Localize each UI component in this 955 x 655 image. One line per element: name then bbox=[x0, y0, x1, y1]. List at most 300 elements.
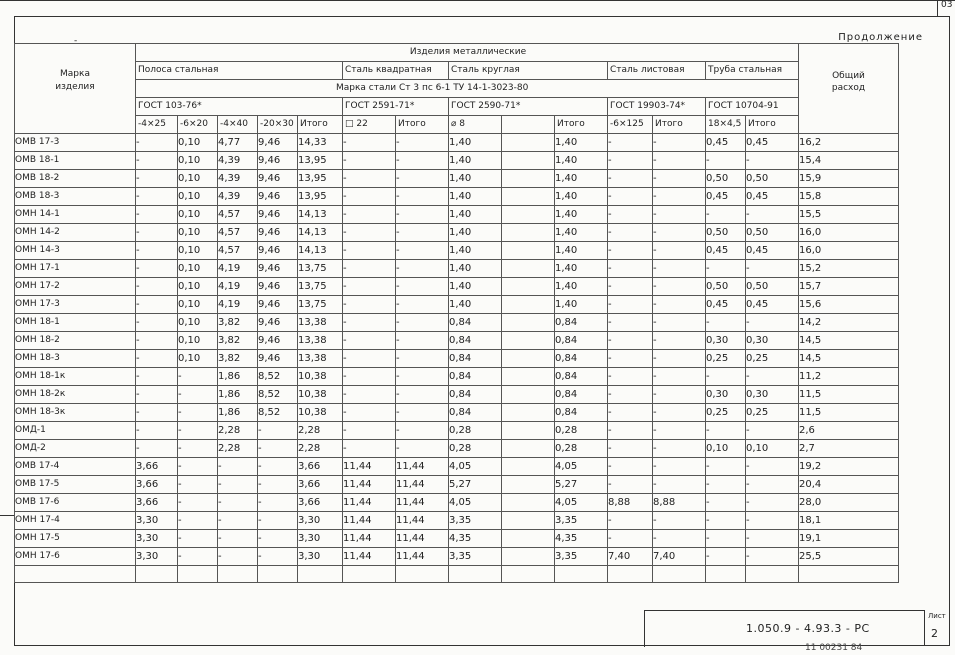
value-cell bbox=[502, 260, 555, 278]
value-cell: 9,46 bbox=[258, 242, 298, 260]
value-cell: - bbox=[706, 512, 746, 530]
table-row bbox=[15, 512, 899, 530]
value-cell: - bbox=[178, 476, 218, 494]
value-cell: 0,10 bbox=[178, 206, 218, 224]
value-cell: 4,35 bbox=[555, 530, 608, 548]
value-cell: 13,38 bbox=[298, 350, 343, 368]
value-cell: 0,84 bbox=[449, 314, 502, 332]
value-cell: 0,10 bbox=[706, 440, 746, 458]
value-cell: 3,82 bbox=[218, 332, 258, 350]
value-cell: 4,39 bbox=[218, 170, 258, 188]
value-cell: 1,40 bbox=[449, 296, 502, 314]
value-cell: - bbox=[136, 296, 178, 314]
value-cell: 4,05 bbox=[449, 458, 502, 476]
value-cell: 4,19 bbox=[218, 278, 258, 296]
value-cell: - bbox=[136, 224, 178, 242]
value-cell: - bbox=[608, 512, 653, 530]
total-consumption-cell: 16,0 bbox=[799, 224, 899, 242]
value-cell: - bbox=[706, 548, 746, 566]
value-cell: - bbox=[746, 422, 799, 440]
value-cell: 9,46 bbox=[258, 134, 298, 152]
value-cell: 3,30 bbox=[136, 512, 178, 530]
total-consumption-cell: 15,2 bbox=[799, 260, 899, 278]
value-cell: 13,38 bbox=[298, 314, 343, 332]
empty-row bbox=[15, 566, 899, 583]
value-cell: - bbox=[706, 422, 746, 440]
value-cell: - bbox=[136, 152, 178, 170]
value-cell: - bbox=[608, 188, 653, 206]
value-cell: 0,30 bbox=[706, 386, 746, 404]
value-cell: 0,84 bbox=[449, 368, 502, 386]
value-cell: - bbox=[178, 386, 218, 404]
item-mark: ОМН 18-3 bbox=[15, 350, 136, 368]
value-cell: 4,05 bbox=[555, 494, 608, 512]
value-cell: - bbox=[608, 314, 653, 332]
item-mark: ОМН 17-4 bbox=[15, 512, 136, 530]
value-cell: - bbox=[746, 206, 799, 224]
value-cell: 0,10 bbox=[178, 170, 218, 188]
value-cell: - bbox=[396, 404, 449, 422]
value-cell: 3,35 bbox=[449, 548, 502, 566]
value-cell: 7,40 bbox=[608, 548, 653, 566]
total-consumption-cell: 15,7 bbox=[799, 278, 899, 296]
table-row bbox=[15, 548, 899, 566]
top-border-line bbox=[0, 0, 955, 2]
value-cell bbox=[502, 134, 555, 152]
header-strip: Полоса стальная bbox=[136, 62, 343, 80]
value-cell: - bbox=[706, 152, 746, 170]
item-mark: ОМН 14-2 bbox=[15, 224, 136, 242]
total-consumption-cell: 2,6 bbox=[799, 422, 899, 440]
value-cell: - bbox=[343, 206, 396, 224]
total-consumption-cell: 11,2 bbox=[799, 368, 899, 386]
total-consumption-cell: 25,5 bbox=[799, 548, 899, 566]
header-total-cell bbox=[799, 44, 899, 134]
value-cell: - bbox=[396, 260, 449, 278]
value-cell: 0,28 bbox=[449, 440, 502, 458]
value-cell: - bbox=[136, 386, 178, 404]
header-subcolumn: Итого bbox=[555, 116, 608, 134]
value-cell bbox=[502, 224, 555, 242]
value-cell: - bbox=[608, 404, 653, 422]
value-cell: - bbox=[608, 458, 653, 476]
value-cell: 5,27 bbox=[555, 476, 608, 494]
value-cell: 10,38 bbox=[298, 404, 343, 422]
value-cell: 0,10 bbox=[178, 134, 218, 152]
item-mark: ОМН 14-3 bbox=[15, 242, 136, 260]
table-row bbox=[15, 224, 899, 242]
empty-cell bbox=[502, 566, 555, 583]
value-cell: - bbox=[343, 314, 396, 332]
value-cell: - bbox=[653, 134, 706, 152]
value-cell: 0,84 bbox=[555, 368, 608, 386]
value-cell: 11,44 bbox=[396, 548, 449, 566]
value-cell: - bbox=[396, 296, 449, 314]
value-cell: - bbox=[706, 368, 746, 386]
value-cell: 1,40 bbox=[449, 242, 502, 260]
value-cell bbox=[502, 188, 555, 206]
value-cell: 7,40 bbox=[653, 548, 706, 566]
value-cell: 0,50 bbox=[706, 170, 746, 188]
value-cell: 9,46 bbox=[258, 188, 298, 206]
value-cell bbox=[502, 350, 555, 368]
table-row bbox=[15, 476, 899, 494]
value-cell: 1,40 bbox=[555, 296, 608, 314]
empty-cell bbox=[653, 566, 706, 583]
edge-number: 03 bbox=[941, 0, 953, 10]
value-cell: 0,84 bbox=[555, 386, 608, 404]
value-cell: 0,45 bbox=[706, 134, 746, 152]
value-cell: - bbox=[178, 440, 218, 458]
value-cell: 1,40 bbox=[449, 170, 502, 188]
value-cell bbox=[502, 332, 555, 350]
table-row bbox=[15, 494, 899, 512]
value-cell: 0,10 bbox=[178, 242, 218, 260]
edge-tick bbox=[937, 0, 938, 16]
value-cell: 0,84 bbox=[449, 404, 502, 422]
item-mark: ОМН 18-2 bbox=[15, 332, 136, 350]
value-cell: - bbox=[653, 242, 706, 260]
value-cell: 0,45 bbox=[706, 188, 746, 206]
table-row bbox=[15, 314, 899, 332]
value-cell: 8,52 bbox=[258, 386, 298, 404]
header-gost-round: ГОСТ 2590-71* bbox=[449, 98, 608, 116]
value-cell: 0,84 bbox=[555, 314, 608, 332]
header-items-title: Изделия металлические bbox=[136, 44, 799, 62]
header-pipe: Труба стальная bbox=[706, 62, 799, 80]
value-cell: - bbox=[178, 548, 218, 566]
value-cell: 11,44 bbox=[343, 476, 396, 494]
value-cell: 0,50 bbox=[746, 170, 799, 188]
value-cell bbox=[502, 476, 555, 494]
value-cell: - bbox=[653, 224, 706, 242]
value-cell: - bbox=[218, 512, 258, 530]
total-consumption-cell: 15,8 bbox=[799, 188, 899, 206]
value-cell: - bbox=[258, 422, 298, 440]
empty-cell bbox=[178, 566, 218, 583]
value-cell: 13,38 bbox=[298, 332, 343, 350]
total-consumption-cell: 15,9 bbox=[799, 170, 899, 188]
value-cell: 0,50 bbox=[746, 278, 799, 296]
value-cell: - bbox=[258, 440, 298, 458]
value-cell: 0,84 bbox=[555, 332, 608, 350]
header-total-line1: Общий bbox=[832, 71, 865, 81]
empty-cell bbox=[799, 566, 899, 583]
item-mark: ОМН 18-3к bbox=[15, 404, 136, 422]
value-cell: - bbox=[746, 260, 799, 278]
table-row bbox=[15, 188, 899, 206]
total-consumption-cell: 19,1 bbox=[799, 530, 899, 548]
value-cell: - bbox=[178, 512, 218, 530]
value-cell: - bbox=[396, 368, 449, 386]
value-cell: - bbox=[608, 170, 653, 188]
value-cell: - bbox=[608, 224, 653, 242]
header-total-line2: расход bbox=[831, 83, 866, 93]
value-cell: - bbox=[706, 476, 746, 494]
value-cell: 13,75 bbox=[298, 296, 343, 314]
empty-cell bbox=[218, 566, 258, 583]
header-subcolumn: -4×25 bbox=[136, 116, 178, 134]
value-cell: - bbox=[396, 314, 449, 332]
header-subcolumn: □ 22 bbox=[343, 116, 396, 134]
value-cell: - bbox=[343, 350, 396, 368]
value-cell: 13,95 bbox=[298, 188, 343, 206]
value-cell: 13,95 bbox=[298, 170, 343, 188]
value-cell: 2,28 bbox=[218, 422, 258, 440]
table-row bbox=[15, 458, 899, 476]
value-cell: 0,50 bbox=[706, 224, 746, 242]
value-cell: 9,46 bbox=[258, 224, 298, 242]
value-cell: 10,38 bbox=[298, 368, 343, 386]
value-cell: 14,13 bbox=[298, 206, 343, 224]
value-cell: - bbox=[653, 458, 706, 476]
bottom-note: 11 00231 84 bbox=[805, 643, 863, 653]
value-cell: - bbox=[343, 188, 396, 206]
value-cell: - bbox=[608, 134, 653, 152]
value-cell: - bbox=[653, 152, 706, 170]
value-cell: 14,13 bbox=[298, 242, 343, 260]
value-cell: - bbox=[136, 134, 178, 152]
value-cell: 9,46 bbox=[258, 350, 298, 368]
value-cell bbox=[502, 278, 555, 296]
empty-cell bbox=[343, 566, 396, 583]
table-row bbox=[15, 206, 899, 224]
value-cell: 3,30 bbox=[298, 530, 343, 548]
sheet-label: Лист bbox=[928, 612, 946, 620]
value-cell: 3,82 bbox=[218, 314, 258, 332]
value-cell: 11,44 bbox=[343, 458, 396, 476]
value-cell: - bbox=[396, 206, 449, 224]
value-cell: - bbox=[258, 530, 298, 548]
value-cell: 0,10 bbox=[746, 440, 799, 458]
value-cell: 1,40 bbox=[555, 260, 608, 278]
table-row bbox=[15, 134, 899, 152]
value-cell: - bbox=[396, 152, 449, 170]
value-cell: 4,39 bbox=[218, 188, 258, 206]
value-cell: - bbox=[653, 422, 706, 440]
value-cell bbox=[502, 422, 555, 440]
value-cell: - bbox=[136, 368, 178, 386]
header-subcolumn bbox=[502, 116, 555, 134]
value-cell: - bbox=[218, 548, 258, 566]
total-consumption-cell: 15,5 bbox=[799, 206, 899, 224]
value-cell: 10,38 bbox=[298, 386, 343, 404]
value-cell: - bbox=[343, 170, 396, 188]
value-cell: - bbox=[136, 188, 178, 206]
value-cell: 4,39 bbox=[218, 152, 258, 170]
value-cell: 0,10 bbox=[178, 260, 218, 278]
value-cell: 0,30 bbox=[746, 332, 799, 350]
value-cell: 1,40 bbox=[555, 188, 608, 206]
value-cell: 0,10 bbox=[178, 152, 218, 170]
total-consumption-cell: 11,5 bbox=[799, 404, 899, 422]
value-cell bbox=[502, 296, 555, 314]
value-cell: 1,40 bbox=[449, 224, 502, 242]
total-consumption-cell: 15,4 bbox=[799, 152, 899, 170]
value-cell: - bbox=[343, 260, 396, 278]
value-cell: 9,46 bbox=[258, 260, 298, 278]
value-cell: - bbox=[396, 278, 449, 296]
value-cell: - bbox=[653, 350, 706, 368]
value-cell bbox=[502, 152, 555, 170]
value-cell: 11,44 bbox=[396, 458, 449, 476]
value-cell: - bbox=[746, 314, 799, 332]
header-subcolumn: ⌀ 8 bbox=[449, 116, 502, 134]
value-cell: 3,35 bbox=[449, 512, 502, 530]
item-mark: ОМВ 17-3 bbox=[15, 134, 136, 152]
total-consumption-cell: 16,2 bbox=[799, 134, 899, 152]
header-square: Сталь квадратная bbox=[343, 62, 449, 80]
value-cell: 0,28 bbox=[555, 440, 608, 458]
value-cell: - bbox=[178, 458, 218, 476]
value-cell: 0,10 bbox=[178, 188, 218, 206]
value-cell: - bbox=[258, 476, 298, 494]
value-cell: 8,52 bbox=[258, 368, 298, 386]
value-cell: 0,25 bbox=[706, 404, 746, 422]
item-mark: ОМД-1 bbox=[15, 422, 136, 440]
value-cell: 5,27 bbox=[449, 476, 502, 494]
value-cell: - bbox=[653, 368, 706, 386]
value-cell: - bbox=[653, 206, 706, 224]
value-cell: 0,84 bbox=[449, 332, 502, 350]
value-cell: - bbox=[653, 404, 706, 422]
value-cell: 3,66 bbox=[298, 476, 343, 494]
value-cell: - bbox=[136, 170, 178, 188]
value-cell: 8,52 bbox=[258, 404, 298, 422]
value-cell: 0,25 bbox=[746, 404, 799, 422]
value-cell: - bbox=[218, 494, 258, 512]
value-cell: - bbox=[178, 422, 218, 440]
header-mark-line1: Марка bbox=[60, 69, 90, 79]
value-cell bbox=[502, 242, 555, 260]
value-cell: - bbox=[178, 494, 218, 512]
value-cell bbox=[502, 368, 555, 386]
value-cell: - bbox=[706, 494, 746, 512]
table-row bbox=[15, 152, 899, 170]
table-row bbox=[15, 296, 899, 314]
table-row bbox=[15, 368, 899, 386]
value-cell bbox=[502, 440, 555, 458]
value-cell: - bbox=[343, 278, 396, 296]
value-cell: - bbox=[746, 530, 799, 548]
value-cell: 1,86 bbox=[218, 386, 258, 404]
value-cell: - bbox=[178, 530, 218, 548]
value-cell: 9,46 bbox=[258, 314, 298, 332]
value-cell: - bbox=[746, 368, 799, 386]
value-cell: - bbox=[178, 404, 218, 422]
value-cell: 0,45 bbox=[706, 242, 746, 260]
value-cell: - bbox=[706, 260, 746, 278]
value-cell: 1,40 bbox=[555, 170, 608, 188]
total-consumption-cell: 18,1 bbox=[799, 512, 899, 530]
item-mark: ОМВ 18-2 bbox=[15, 170, 136, 188]
value-cell: - bbox=[706, 458, 746, 476]
table-row bbox=[15, 422, 899, 440]
value-cell: 13,95 bbox=[298, 152, 343, 170]
value-cell: - bbox=[653, 314, 706, 332]
header-subcolumn: 18×4,5 bbox=[706, 116, 746, 134]
value-cell: - bbox=[343, 224, 396, 242]
value-cell: - bbox=[258, 458, 298, 476]
table-row bbox=[15, 278, 899, 296]
value-cell: - bbox=[608, 278, 653, 296]
value-cell: 0,10 bbox=[178, 296, 218, 314]
value-cell: - bbox=[396, 242, 449, 260]
empty-cell bbox=[706, 566, 746, 583]
value-cell: 4,57 bbox=[218, 242, 258, 260]
header-subcolumn: -6×125 bbox=[608, 116, 653, 134]
value-cell: - bbox=[396, 350, 449, 368]
value-cell: 4,35 bbox=[449, 530, 502, 548]
item-mark: ОМВ 18-3 bbox=[15, 188, 136, 206]
table-row bbox=[15, 404, 899, 422]
value-cell bbox=[502, 170, 555, 188]
value-cell: 0,84 bbox=[555, 350, 608, 368]
value-cell: 0,10 bbox=[178, 350, 218, 368]
value-cell: 1,40 bbox=[449, 206, 502, 224]
value-cell bbox=[502, 206, 555, 224]
value-cell: - bbox=[653, 188, 706, 206]
value-cell: - bbox=[396, 422, 449, 440]
value-cell: - bbox=[608, 260, 653, 278]
value-cell: - bbox=[343, 368, 396, 386]
value-cell: - bbox=[608, 296, 653, 314]
value-cell: 0,84 bbox=[449, 350, 502, 368]
value-cell: - bbox=[136, 260, 178, 278]
value-cell: - bbox=[258, 548, 298, 566]
value-cell: 0,45 bbox=[746, 242, 799, 260]
value-cell: 3,30 bbox=[136, 548, 178, 566]
value-cell: 0,45 bbox=[706, 296, 746, 314]
item-mark: ОМН 17-2 bbox=[15, 278, 136, 296]
value-cell: - bbox=[608, 386, 653, 404]
value-cell: - bbox=[706, 206, 746, 224]
value-cell: 3,30 bbox=[136, 530, 178, 548]
header-subcolumn: -20×30 bbox=[258, 116, 298, 134]
value-cell: - bbox=[653, 476, 706, 494]
value-cell: - bbox=[608, 152, 653, 170]
value-cell: 2,28 bbox=[298, 440, 343, 458]
value-cell: 11,44 bbox=[396, 494, 449, 512]
value-cell: 1,40 bbox=[555, 206, 608, 224]
empty-cell bbox=[608, 566, 653, 583]
value-cell: - bbox=[653, 530, 706, 548]
value-cell: - bbox=[746, 458, 799, 476]
item-mark: ОМН 18-1 bbox=[15, 314, 136, 332]
item-mark: ОМН 14-1 bbox=[15, 206, 136, 224]
value-cell: - bbox=[136, 206, 178, 224]
value-cell: 1,40 bbox=[449, 260, 502, 278]
empty-cell bbox=[136, 566, 178, 583]
item-mark: ОМН 17-3 bbox=[15, 296, 136, 314]
value-cell bbox=[502, 512, 555, 530]
total-consumption-cell: 28,0 bbox=[799, 494, 899, 512]
header-subcolumn: Итого bbox=[653, 116, 706, 134]
value-cell: - bbox=[136, 350, 178, 368]
total-consumption-cell: 2,7 bbox=[799, 440, 899, 458]
value-cell: 0,28 bbox=[449, 422, 502, 440]
value-cell: 1,40 bbox=[555, 134, 608, 152]
value-cell: 1,40 bbox=[555, 152, 608, 170]
item-mark: ОМВ 17-4 bbox=[15, 458, 136, 476]
value-cell: - bbox=[343, 152, 396, 170]
table-row bbox=[15, 242, 899, 260]
value-cell: 0,30 bbox=[746, 386, 799, 404]
dash-mark: - bbox=[74, 36, 78, 46]
table-row bbox=[15, 260, 899, 278]
value-cell: - bbox=[218, 476, 258, 494]
value-cell: 0,25 bbox=[746, 350, 799, 368]
